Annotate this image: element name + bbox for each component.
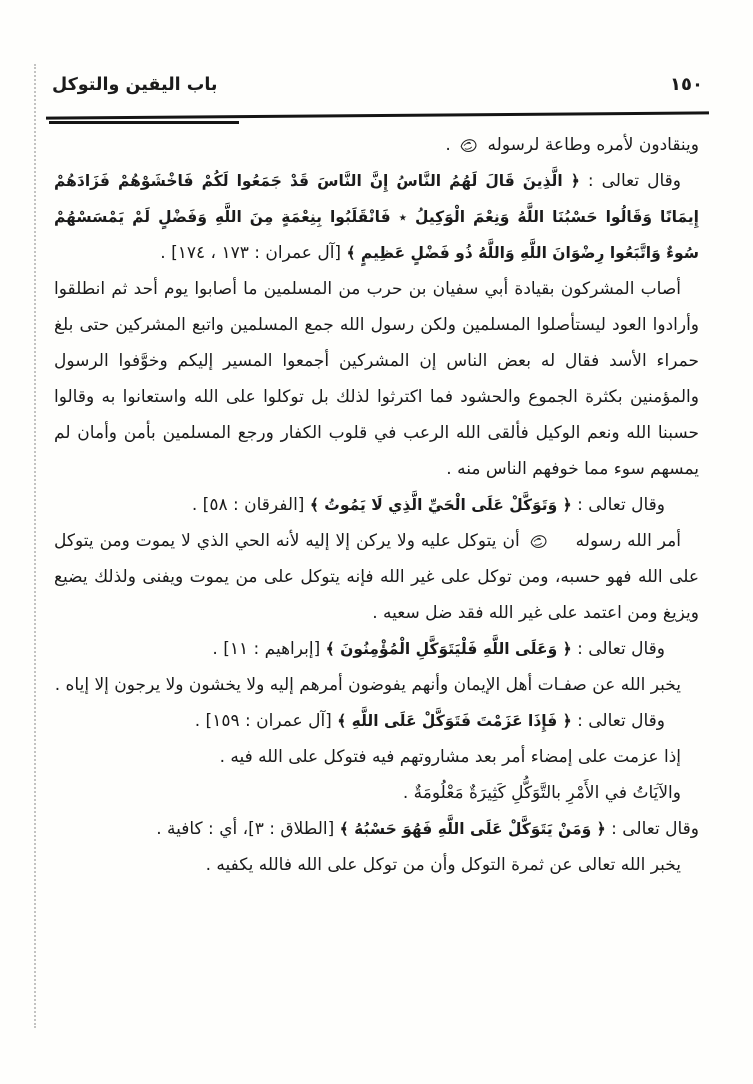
commentary-paragraph-tawakkul	[54, 523, 699, 631]
verse-intro: وقال تعالى :	[605, 819, 699, 839]
verse-line-aal-imran-159	[54, 703, 699, 739]
verse-intro: وقال تعالى :	[571, 639, 665, 659]
page-number: ١٥٠	[670, 74, 703, 95]
verse-citation: [آل عمران : ١٧٣ ، ١٧٤] .	[160, 243, 347, 263]
verse-citation: [الطلاق : ٣]، أي : كافية .	[156, 819, 340, 839]
verse-line-talaq-3	[54, 811, 699, 847]
verse-citation: [إبراهيم : ١١] .	[212, 639, 326, 659]
continuation-text: وينقادون لأمره وطاعة لرسوله	[482, 135, 699, 155]
quran-verse: ﴿ الَّذِينَ قَالَ لَهُمُ النَّاسُ إِنَّ النَّاسَ قَدْ جَمَعُوا لَكُمْ فَاخْشَوْهُمْ فَزَادَهُمْ إِيمَانًا وَقَالُوا حَسْبُنَا اللَّهُ وَنِعْمَ الْوَكِيلُ ٭ فَانْقَلَبُوا بِنِعْمَةٍ مِنَ اللَّهِ وَفَضْلٍ لَمْ يَمْسَسْهُمْ سُوءٌ وَاتَّبَعُوا رِضْوَانَ اللَّهِ وَاللَّهُ ذُو فَضْلٍ عَظِيمٍ ﴾	[54, 172, 699, 262]
commentary-text: أن يتوكل عليه ولا يركن إلا إليه لأنه الحي الذي لا يموت ومن يتوكل على الله فهو حسبه، ومن توكل على غير الله فإنه يتوكل على من يموت ويفنى ولذلك يضيع ويزيغ ومن اعتمد على غير الله فقد ضل سعيه .	[54, 531, 699, 623]
commentary-paragraph-believers: يخبر الله عن صفـات أهل الإيمان وأنهم يفوضون أمرهم إليه ولا يخشون ولا يرجون إلا إياه .	[54, 675, 681, 695]
quran-verse: ﴿ وَعَلَى اللَّهِ فَلْيَتَوَكَّلِ الْمُؤْمِنُونَ ﴾	[325, 640, 572, 658]
verse-line-furqan-58	[54, 487, 699, 523]
commentary-line-azm: إذا عزمت على إمضاء أمر بعد مشاروتهم فيه فتوكل على الله فيه .	[219, 747, 681, 767]
chapter-title: باب اليقين والتوكل	[52, 75, 218, 95]
pbuh-mark-icon	[458, 137, 480, 154]
quran-verse: ﴿ وَتَوَكَّلْ عَلَى الْحَيِّ الَّذِي لَا يَمُوتُ ﴾	[309, 496, 572, 514]
body-text	[54, 127, 699, 883]
quran-verse: ﴿ فَإِذَا عَزَمْتَ فَتَوَكَّلْ عَلَى اللَّهِ ﴾	[337, 712, 572, 730]
commentary-line-fruit-of-tawakkul: يخبر الله تعالى عن ثمرة التوكل وأن من توكل على الله فالله يكفيه .	[205, 855, 681, 875]
verse-intro: وقال تعالى :	[579, 171, 681, 191]
continuation-tail: .	[445, 135, 457, 155]
header-rule	[46, 111, 709, 119]
quran-verse: ﴿ وَمَنْ يَتَوَكَّلْ عَلَى اللَّهِ فَهُوَ حَسْبُهُ ﴾	[339, 820, 606, 838]
pbuh-mark-icon	[528, 533, 568, 550]
verse-citation: [آل عمران : ١٥٩] .	[194, 711, 338, 731]
continuation-paragraph	[54, 127, 699, 163]
commentary-text: أمر الله رسوله	[569, 531, 681, 551]
verse-citation: [الفرقان : ٥٨] .	[191, 495, 310, 515]
note-line-verses-many: والآيَاتُ في الأَمْرِ بالتَّوَكُّلِ كَثِيرَةٌ مَعْلُومَةٌ .	[402, 783, 681, 803]
commentary-paragraph-uhud: أصاب المشركون بقيادة أبي سفيان بن حرب من المسلمين ما أصابوا يوم أحد ثم انطلقوا وأرادوا العود ليستأصلوا المسلمين ولكن رسول الله جمع المسلمين واتبع المشركين حتى بلغ حمراء الأسد فقال له بعض الناس إن المشركين أجمعوا المسير إليكم وخوَّفوا الرسول والمؤمنين بكثرة الجموع والحشود فما اكترثوا لذلك بل توكلوا على الله واستعانوا به وقالوا حسبنا الله ونعم الوكيل فألقى الله الرعب في قلوب الكفار ورجع المسلمين بأمن وأمان لم يمسهم سوء مما خوفهم الناس منه .	[54, 279, 699, 479]
verse-line-ibrahim-11	[54, 631, 699, 667]
verse-intro: وقال تعالى :	[571, 495, 665, 515]
header-rule-underline	[49, 121, 239, 124]
verse-intro: وقال تعالى :	[571, 711, 665, 731]
page-header	[52, 74, 703, 95]
verse-paragraph-aal-imran-173-174	[54, 163, 699, 271]
scan-edge-artifact	[34, 64, 36, 1028]
